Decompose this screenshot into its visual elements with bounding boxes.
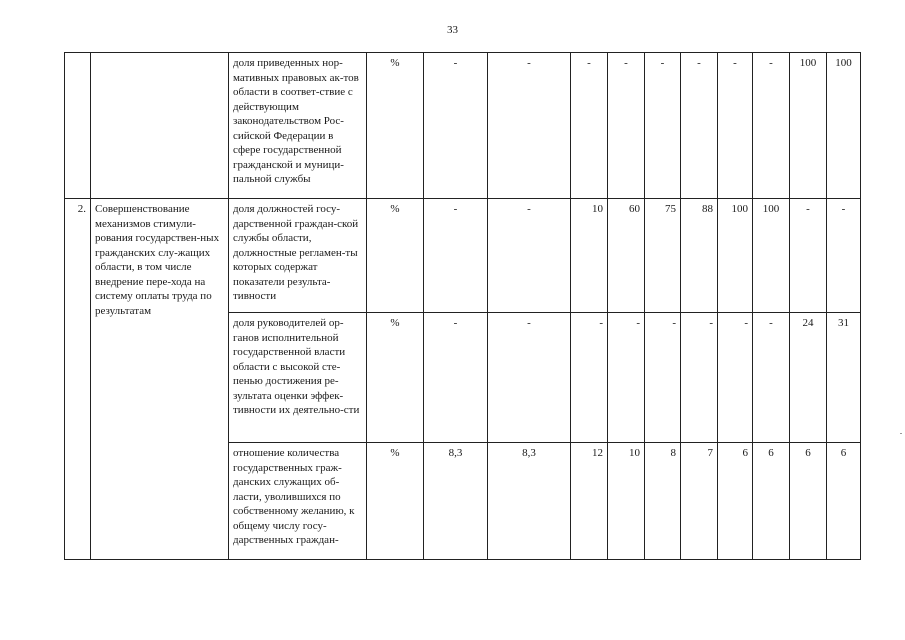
value-cell: -	[488, 313, 571, 443]
value-cell: 100	[790, 53, 827, 199]
value-cell: 8	[645, 443, 681, 560]
value-cell: -	[681, 313, 718, 443]
table-row	[65, 53, 861, 199]
value-cell: -	[718, 53, 753, 199]
value-cell: -	[571, 313, 608, 443]
value-cell: -	[753, 53, 790, 199]
value-cell: 100	[827, 53, 861, 199]
value-cell: 8,3	[488, 443, 571, 560]
value-cell: -	[424, 313, 488, 443]
indicator-cell: доля должностей госу-дарственной граждан-ской службы области, должностные регламен-ты которых содержат показатели результа-тивности	[229, 199, 367, 313]
value-cell: -	[681, 53, 718, 199]
value-cell: 6	[753, 443, 790, 560]
value-cell: 75	[645, 199, 681, 313]
value-cell: 60	[608, 199, 645, 313]
value-cell: 12	[571, 443, 608, 560]
indicator-cell: доля приведенных нор-мативных правовых ак-тов области в соответ-ствие с действующим законодательством Рос-сийской Федерации в сфере государственной гражданской и муници-пальной службы	[229, 53, 367, 199]
value-cell: -	[424, 199, 488, 313]
value-cell: 10	[608, 443, 645, 560]
value-cell: -	[608, 313, 645, 443]
value-cell: -	[645, 313, 681, 443]
value-cell: -	[718, 313, 753, 443]
value-cell: -	[753, 313, 790, 443]
value-cell: -	[424, 53, 488, 199]
scan-speck	[900, 433, 902, 434]
indicator-cell: доля руководителей ор-ганов исполнительной государственной власти области с высокой сте-пенью достижения ре-зультата оценки эффек-тивности их деятельно-сти	[229, 313, 367, 443]
value-cell: -	[790, 199, 827, 313]
indicator-cell: отношение количества государственных граж-данских служащих об-ласти, уволившихся по собственному желанию, к общему числу госу-дарственных граждан-	[229, 443, 367, 560]
value-cell: -	[645, 53, 681, 199]
row-number-cell: 2.	[65, 199, 91, 560]
value-cell: -	[827, 199, 861, 313]
value-cell: 8,3	[424, 443, 488, 560]
unit-cell: %	[367, 443, 424, 560]
activity-cell	[91, 53, 229, 199]
value-cell: 31	[827, 313, 861, 443]
page-number: 33	[447, 24, 458, 36]
row-number-cell	[65, 53, 91, 199]
value-cell: 6	[718, 443, 753, 560]
value-cell: 7	[681, 443, 718, 560]
value-cell: 100	[718, 199, 753, 313]
unit-cell: %	[367, 53, 424, 199]
table-row	[65, 199, 861, 313]
unit-cell: %	[367, 313, 424, 443]
value-cell: 24	[790, 313, 827, 443]
value-cell: 88	[681, 199, 718, 313]
indicators-table	[64, 52, 861, 560]
value-cell: -	[608, 53, 645, 199]
value-cell: -	[488, 53, 571, 199]
value-cell: -	[488, 199, 571, 313]
value-cell: 10	[571, 199, 608, 313]
value-cell: 100	[753, 199, 790, 313]
value-cell: 6	[827, 443, 861, 560]
unit-cell: %	[367, 199, 424, 313]
value-cell: -	[571, 53, 608, 199]
value-cell: 6	[790, 443, 827, 560]
activity-cell: Совершенствование механизмов стимули-рования государствен-ных гражданских слу-жащих области, в том числе внедрение пере-хода на систему оплаты труда по результатам	[91, 199, 229, 560]
